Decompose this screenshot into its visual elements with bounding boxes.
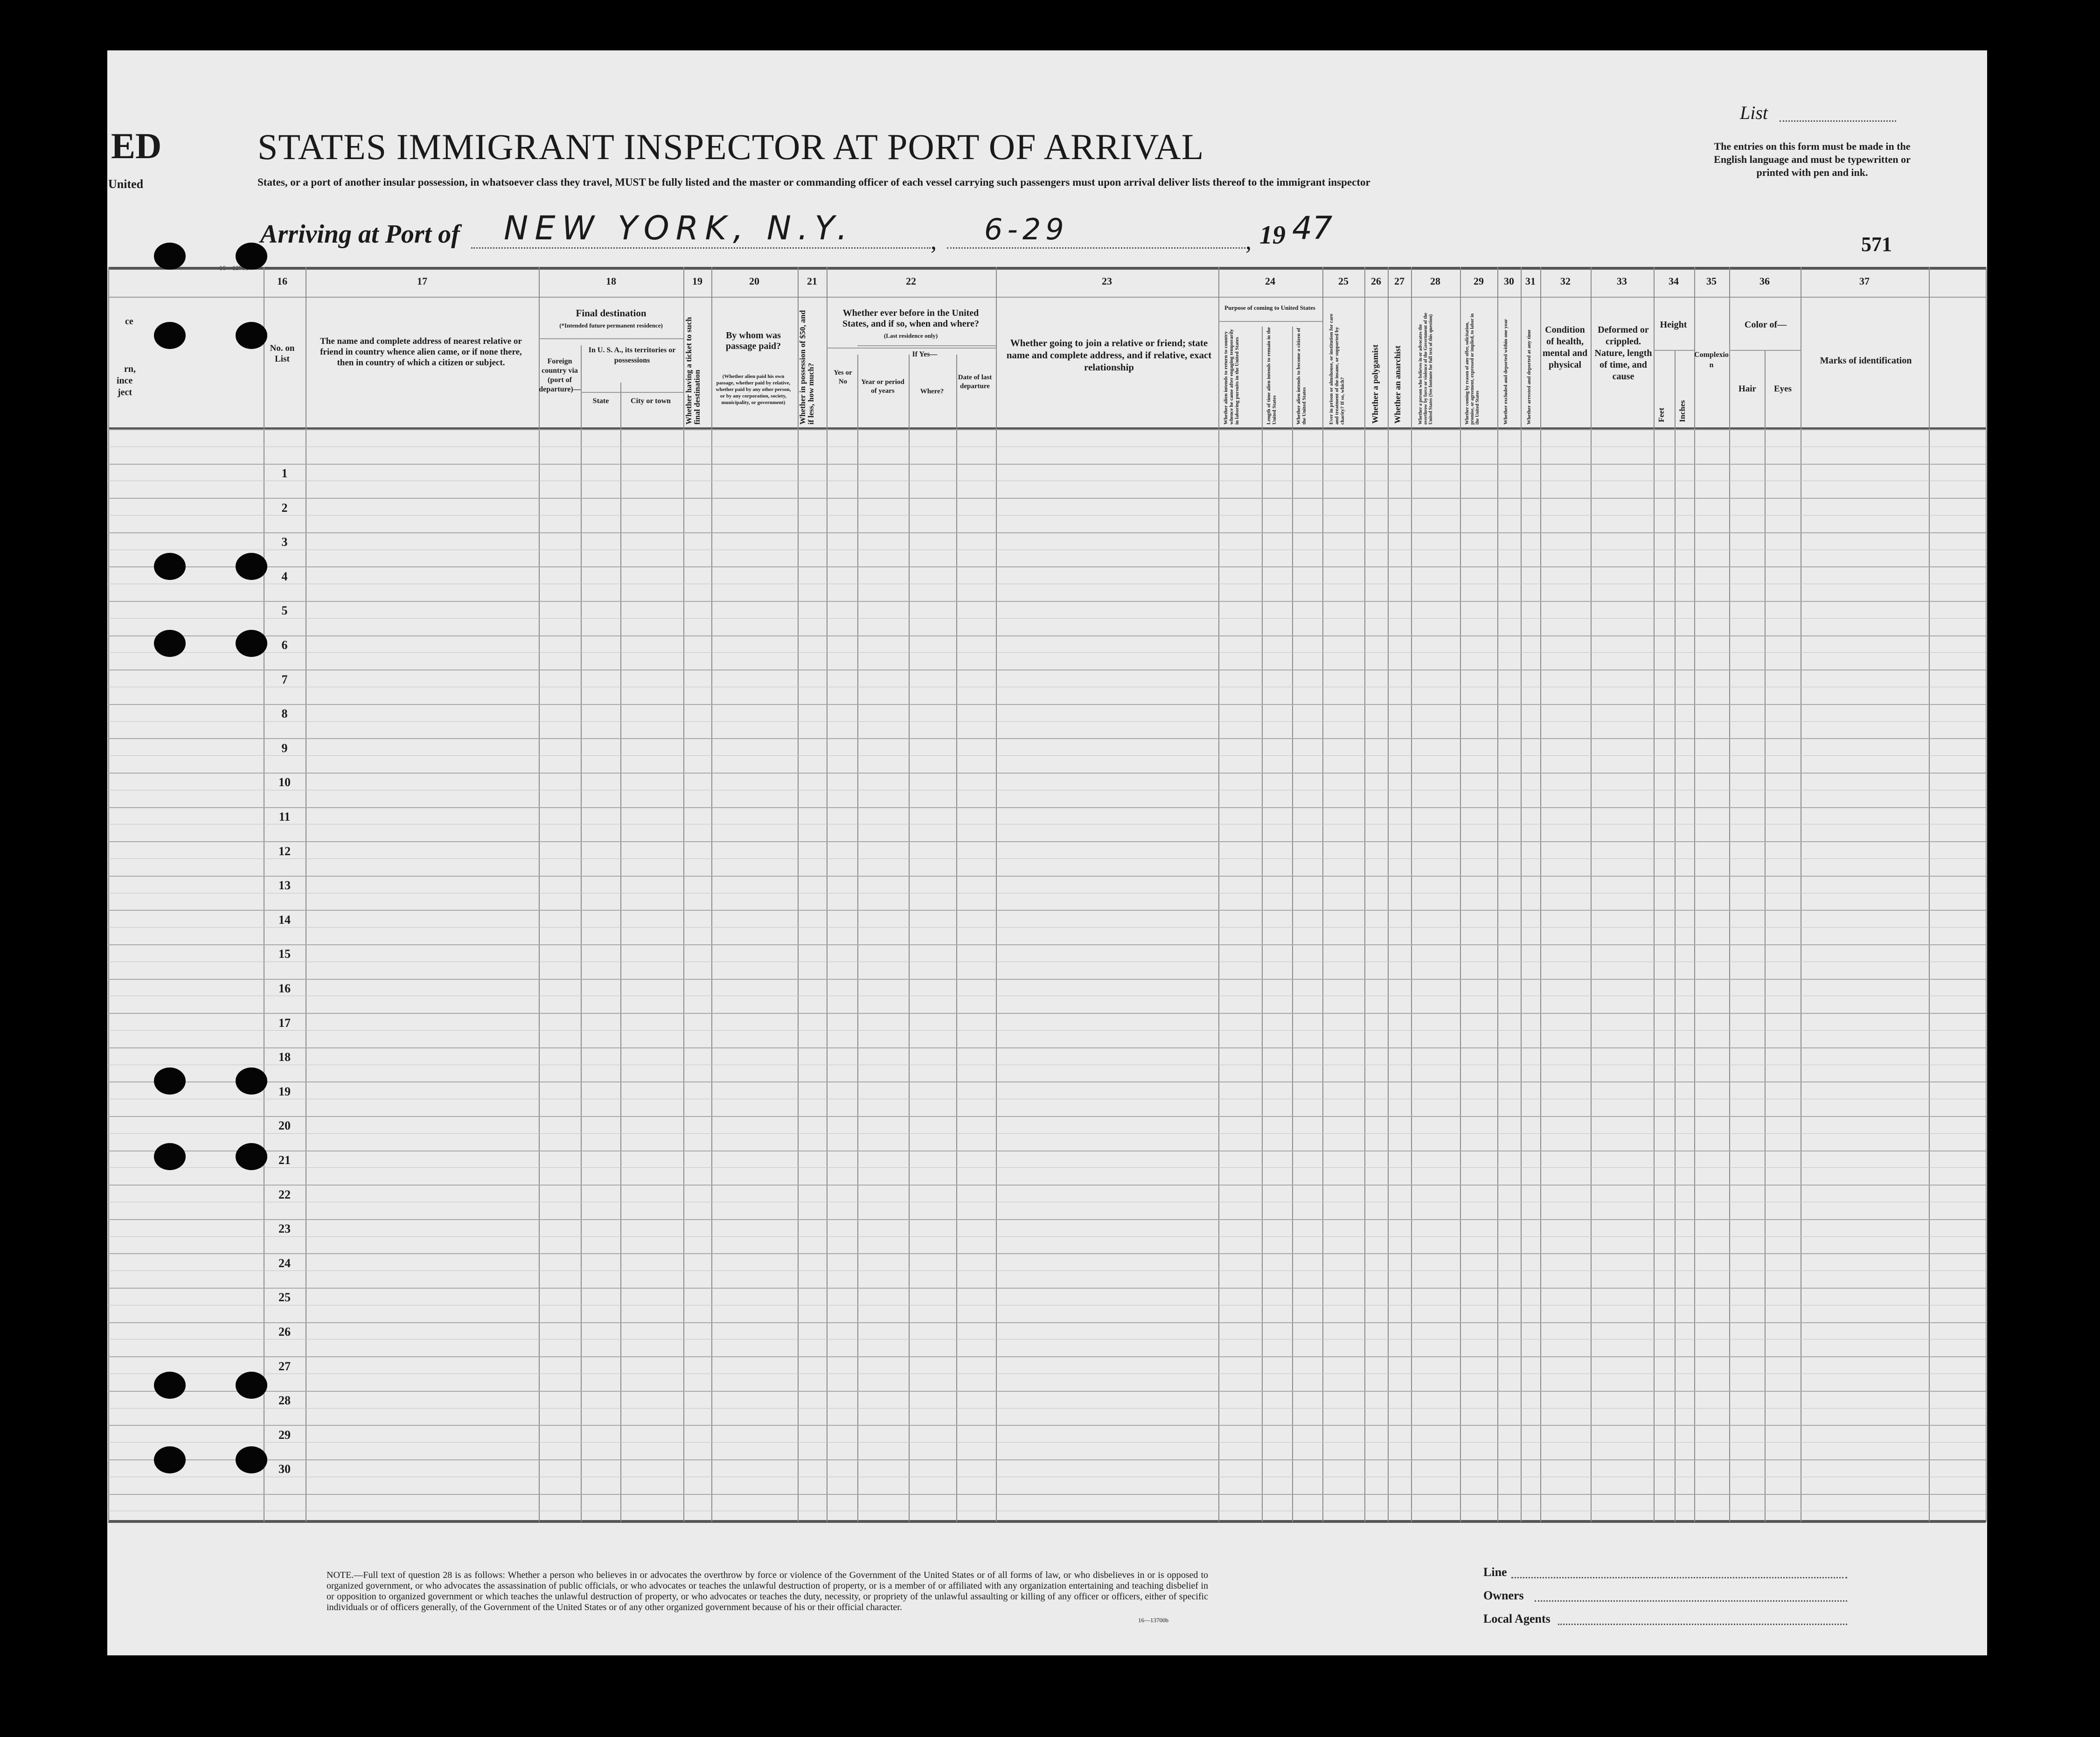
- page-number: 571: [1861, 233, 1892, 256]
- column-number: 34: [1669, 275, 1679, 287]
- column-number: 19: [692, 275, 702, 287]
- column-rule: [1654, 267, 1655, 1522]
- row-subrule: [108, 1167, 1986, 1168]
- line-underline: [1511, 1577, 1847, 1578]
- c34-title: Height: [1660, 320, 1687, 330]
- fragment-ject: ject: [118, 387, 132, 398]
- row-number: 30: [278, 1462, 291, 1476]
- row-number: 1: [281, 467, 288, 480]
- c35-header: Complexion: [1694, 351, 1729, 369]
- row-rule: [108, 1391, 1986, 1392]
- row-rule: [108, 1494, 1986, 1495]
- punch-hole: [236, 1372, 267, 1399]
- row-subrule: [108, 858, 1986, 859]
- table-bottom-border: [108, 1520, 1986, 1523]
- c18-usa: In U. S. A., its territories or possessions: [588, 346, 676, 364]
- row-rule: [108, 498, 1986, 499]
- column-rule: [1540, 267, 1541, 1522]
- punch-hole: [154, 1143, 186, 1170]
- punch-hole: [154, 553, 186, 580]
- row-subrule: [108, 755, 1986, 756]
- row-number: 7: [281, 672, 288, 686]
- c19-header: Whether having a ticket to such final destination: [684, 317, 702, 425]
- c23-header: Whether going to join a relative or friend; state name and complete address, and if relative, exact relationship: [1006, 337, 1212, 373]
- column-rule: [996, 267, 997, 1522]
- column-rule: [1694, 267, 1695, 1522]
- column-number: 22: [906, 275, 916, 287]
- row-rule: [108, 532, 1986, 533]
- punch-hole: [154, 630, 186, 657]
- owners-underline: [1535, 1600, 1847, 1602]
- column-number: 27: [1394, 275, 1405, 287]
- c26-header: Whether a polygamist: [1370, 344, 1380, 424]
- row-rule: [108, 704, 1986, 705]
- row-number: 22: [278, 1187, 291, 1201]
- fragment-rn: rn,: [124, 364, 136, 374]
- punch-hole: [236, 1446, 267, 1473]
- row-rule: [108, 1253, 1986, 1254]
- c34-inches: Inches: [1678, 400, 1687, 422]
- row-rule: [108, 944, 1986, 945]
- column-number: 26: [1371, 275, 1381, 287]
- c30-header: Whether excluded and deported within one year: [1503, 319, 1509, 425]
- page-subtitle: States, or a port of another insular possession, in whatsoever class they travel, MUST be fully listed and the master or commanding officer of each vessel carrying such passengers must upon arrival deliver lists thereof to the immigrant inspector: [257, 176, 1370, 188]
- agents-label: [1483, 1612, 1551, 1626]
- row-number: 10: [278, 775, 291, 789]
- year-prefix: 19: [1259, 221, 1286, 250]
- c24-a: Whether alien intends to return to country whence he came after engaging temporarily in laboring pursuits in the United States: [1223, 329, 1240, 425]
- c31-header: Whether arrested and deported at any time: [1526, 329, 1532, 425]
- punch-hole: [154, 1446, 186, 1473]
- subcolumn-rule: [857, 355, 858, 1522]
- row-number: 11: [278, 810, 291, 823]
- row-rule: [108, 841, 1986, 842]
- column-rule: [1388, 267, 1389, 1522]
- row-rule: [108, 429, 1986, 430]
- c18-foreign: Foreign country via (port of departure)—: [539, 357, 581, 393]
- header-subrule: [1729, 350, 1801, 351]
- c20-note: (Whether alien paid his own passage, whether paid by relative, whether paid by any other person, or by any corporation, society, municipality, or government): [716, 374, 791, 405]
- column-number: 30: [1504, 275, 1514, 287]
- column-rule: [1497, 267, 1498, 1522]
- c22-note: (Last residence only): [883, 332, 938, 339]
- c22-ifyes: If Yes—: [912, 350, 938, 358]
- c22-title: Whether ever before in the United States, and if so, when and where?: [842, 308, 979, 329]
- row-number: 21: [278, 1153, 291, 1167]
- c36-hair: Hair: [1738, 384, 1756, 394]
- column-number: 21: [807, 275, 817, 287]
- united-fragment: United: [108, 177, 144, 191]
- row-rule: [108, 738, 1986, 739]
- list-underline: [1780, 120, 1896, 122]
- row-number: 25: [278, 1291, 291, 1304]
- date-underline: [947, 247, 1245, 249]
- owners-label: [1483, 1589, 1524, 1603]
- c22-year: Year or period of years: [861, 378, 904, 395]
- fragment-ince: ince: [117, 376, 133, 386]
- footer-code: 16—13700b: [1138, 1617, 1168, 1624]
- row-rule: [108, 1459, 1986, 1460]
- punch-hole: [154, 1067, 186, 1095]
- arriving-label: Arriving at Port of: [260, 220, 460, 249]
- row-number: 12: [278, 844, 291, 858]
- column-number: 29: [1474, 275, 1484, 287]
- c33-header: Deformed or crippled. Nature, length of time, and cause: [1594, 325, 1652, 382]
- row-rule: [108, 635, 1986, 636]
- comma-2: ,: [1245, 228, 1252, 255]
- header-subrule: [1218, 321, 1322, 322]
- row-rule: [108, 1425, 1986, 1426]
- row-number: 4: [281, 569, 288, 583]
- row-rule: [108, 1185, 1986, 1186]
- c34-feet: Feet: [1657, 407, 1666, 422]
- year-value: 47: [1292, 210, 1333, 247]
- row-number: 28: [278, 1394, 291, 1408]
- c28-header: Whether a person who believes in or advocates the overthrow by force or violence of the Government of the United States (See footnote for full text of this question): [1418, 313, 1433, 425]
- agents-label-text: Local Agents: [1483, 1612, 1551, 1625]
- column-number: 31: [1525, 275, 1536, 287]
- port-underline: [471, 247, 931, 249]
- column-rule: [1322, 267, 1323, 1522]
- c18-city: City or town: [631, 397, 671, 405]
- column-rule: [1986, 267, 1987, 1522]
- punch-hole: [154, 322, 186, 349]
- c16-header: No. on List: [270, 343, 295, 364]
- column-rule: [1729, 267, 1730, 1522]
- row-number: 6: [281, 638, 288, 652]
- row-rule: [108, 1322, 1986, 1323]
- row-subrule: [108, 1133, 1986, 1134]
- c17-header: The name and complete address of nearest relative or friend in country whence alien came, or if none there, then in country of which a citizen or subject.: [320, 336, 522, 368]
- header-subrule: [1654, 350, 1694, 351]
- page-title: STATES IMMIGRANT INSPECTOR AT PORT OF ARRIVAL: [257, 126, 1204, 167]
- c29-header: Whether coming by reason of any offer, solicitation, promise, or agreement, expressed or implied, to labor in the United States: [1465, 313, 1480, 425]
- manifest-page: [107, 50, 1987, 1655]
- c24-c: Whether alien intends to become a citizen of the United States: [1296, 328, 1307, 425]
- column-number: 18: [606, 275, 616, 287]
- row-rule: [108, 1081, 1986, 1082]
- row-subrule: [108, 1442, 1986, 1443]
- c18-title: Final destination: [576, 307, 647, 319]
- header-subrule: [581, 392, 683, 393]
- column-rule: [1364, 267, 1365, 1522]
- row-subrule: [108, 1408, 1986, 1409]
- row-rule: [108, 1219, 1986, 1220]
- subcolumn-rule: [956, 355, 957, 1522]
- column-number: 20: [749, 275, 759, 287]
- subcolumn-rule: [1765, 350, 1766, 1522]
- header-subrule: [857, 345, 996, 346]
- column-number: 25: [1338, 275, 1349, 287]
- c25-header: Ever in prison or almshouse, or institution for care and treatment of the insane, or supported by charity? If so, which?: [1328, 314, 1345, 425]
- column-number: 35: [1706, 275, 1717, 287]
- column-rule: [1521, 267, 1522, 1522]
- comma-1: ,: [931, 228, 937, 255]
- punch-hole: [236, 630, 267, 657]
- row-rule: [108, 979, 1986, 980]
- list-label: [1740, 102, 1768, 124]
- column-rule: [683, 267, 684, 1522]
- port-value: NEW YORK, N.Y.: [504, 209, 854, 247]
- agents-underline: [1558, 1624, 1847, 1625]
- row-subrule: [108, 1236, 1986, 1237]
- column-rule: [108, 267, 109, 1522]
- column-number: 23: [1102, 275, 1112, 287]
- c24-b: Length of time alien intends to remain in the United States: [1266, 327, 1277, 425]
- row-rule: [108, 566, 1986, 567]
- c22-yesno: Yes or No: [834, 369, 852, 385]
- row-subrule: [108, 1270, 1986, 1271]
- row-number: 13: [278, 879, 291, 893]
- row-rule: [108, 1288, 1986, 1289]
- colnum-border: [108, 297, 1986, 298]
- c18-note: (*Intended future permanent residence): [559, 322, 663, 329]
- row-number: 20: [278, 1119, 291, 1133]
- c18-state: State: [592, 397, 609, 405]
- line-label-text: Line: [1483, 1565, 1507, 1579]
- row-subrule: [108, 1030, 1986, 1031]
- subcolumn-rule: [1262, 327, 1263, 1522]
- c27-header: Whether an anarchist: [1393, 345, 1402, 424]
- column-rule: [539, 267, 540, 1522]
- column-rule: [1591, 267, 1592, 1522]
- column-number: 16: [277, 275, 287, 287]
- date-value: 6-29: [984, 212, 1069, 246]
- row-rule: [108, 464, 1986, 465]
- row-number: 24: [278, 1256, 291, 1270]
- column-rule: [711, 267, 712, 1522]
- row-number: 9: [281, 741, 288, 755]
- row-subrule: [108, 721, 1986, 722]
- subcolumn-rule: [620, 383, 621, 1522]
- row-subrule: [108, 446, 1986, 447]
- title-fragment: ED: [111, 126, 162, 166]
- column-rule: [1218, 267, 1219, 1522]
- row-rule: [108, 1356, 1986, 1357]
- row-number: 29: [278, 1428, 291, 1442]
- table-top-border: [108, 267, 1986, 270]
- header-subrule: [539, 338, 683, 339]
- footer-note: NOTE.—Full text of question 28 is as follows: Whether a person who believes in or advocates the overthrow by force or violence of the Government of the United States or of all forms of law, or who disbelieves in or is opposed to organized government, or who advocates the assassination of public officials, or who advocates or teaches the unlawful destruction of property, or is a member of or affiliated with any organization entertaining and teaching disbelief in or opposition to organized government or which teaches the unlawful destruction of property, or who advocates or teaches the duty, necessity, or propriety of the unlawful assaulting or killing of any officer or officers, either of specific individuals or of officers generally, of the Government of the United States or of any other organized government because of his or their official character.: [327, 1570, 1208, 1612]
- row-rule: [108, 1116, 1986, 1117]
- subcolumn-rule: [1292, 327, 1293, 1522]
- c22-where: Where?: [920, 388, 944, 395]
- punch-hole: [154, 1372, 186, 1399]
- row-number: 8: [281, 707, 288, 721]
- row-subrule: [108, 927, 1986, 928]
- row-subrule: [108, 618, 1986, 619]
- punch-hole: [236, 322, 267, 349]
- row-number: 14: [278, 913, 291, 927]
- row-subrule: [108, 652, 1986, 653]
- c24-title: Purpose of coming to United States: [1224, 304, 1315, 311]
- english-note: The entries on this form must be made in the English language and must be typewritten or printed with pen and ink.: [1714, 140, 1911, 178]
- row-rule: [108, 876, 1986, 877]
- column-number: 36: [1759, 275, 1770, 287]
- row-number: 17: [278, 1016, 291, 1030]
- row-rule: [108, 773, 1986, 774]
- column-number: 37: [1859, 275, 1870, 287]
- column-rule: [1460, 267, 1461, 1522]
- row-number: 5: [281, 604, 288, 618]
- column-rule: [798, 267, 799, 1522]
- c20-title: By whom was passage paid?: [725, 330, 781, 351]
- row-rule: [108, 601, 1986, 602]
- owners-label-text: Owners: [1483, 1589, 1524, 1602]
- column-number: 17: [417, 275, 427, 287]
- row-rule: [108, 1013, 1986, 1014]
- row-number: 23: [278, 1222, 291, 1236]
- fragment-ce: ce: [125, 316, 133, 327]
- column-number: 24: [1265, 275, 1275, 287]
- line-label: [1483, 1565, 1507, 1579]
- list-label-text: List: [1740, 102, 1768, 123]
- c21-header: Whether in possession of $50, and if less, how much?: [798, 310, 815, 425]
- column-number: 32: [1560, 275, 1571, 287]
- column-number: 33: [1617, 275, 1627, 287]
- row-number: 16: [278, 982, 291, 995]
- punch-hole: [154, 243, 186, 270]
- column-number: 28: [1430, 275, 1440, 287]
- row-rule: [108, 910, 1986, 911]
- punch-hole: [236, 553, 267, 580]
- subcolumn-rule: [581, 345, 582, 1522]
- punch-hole: [236, 243, 267, 270]
- row-number: 27: [278, 1359, 291, 1373]
- row-number: 15: [278, 947, 291, 961]
- row-number: 19: [278, 1084, 291, 1098]
- row-number: 26: [278, 1325, 291, 1339]
- punch-hole: [236, 1143, 267, 1170]
- c37-header: Marks of identification: [1820, 356, 1912, 366]
- punch-hole: [236, 1067, 267, 1095]
- c32-header: Condition of health, mental and physical: [1542, 325, 1588, 370]
- row-number: 18: [278, 1050, 291, 1064]
- column-rule: [1411, 267, 1412, 1522]
- row-subrule: [108, 515, 1986, 516]
- row-number: 3: [281, 535, 288, 549]
- c36-eyes: Eyes: [1774, 384, 1792, 394]
- column-rule: [1929, 267, 1930, 1522]
- subcolumn-rule: [1675, 350, 1676, 1522]
- row-number: 2: [281, 501, 288, 515]
- c36-title: Color of—: [1744, 320, 1787, 330]
- subcolumn-rule: [909, 355, 910, 1522]
- row-rule: [108, 807, 1986, 808]
- c22-date: Date of last departure: [958, 374, 992, 390]
- row-rule: [108, 1047, 1986, 1048]
- header-subrule: [827, 348, 996, 349]
